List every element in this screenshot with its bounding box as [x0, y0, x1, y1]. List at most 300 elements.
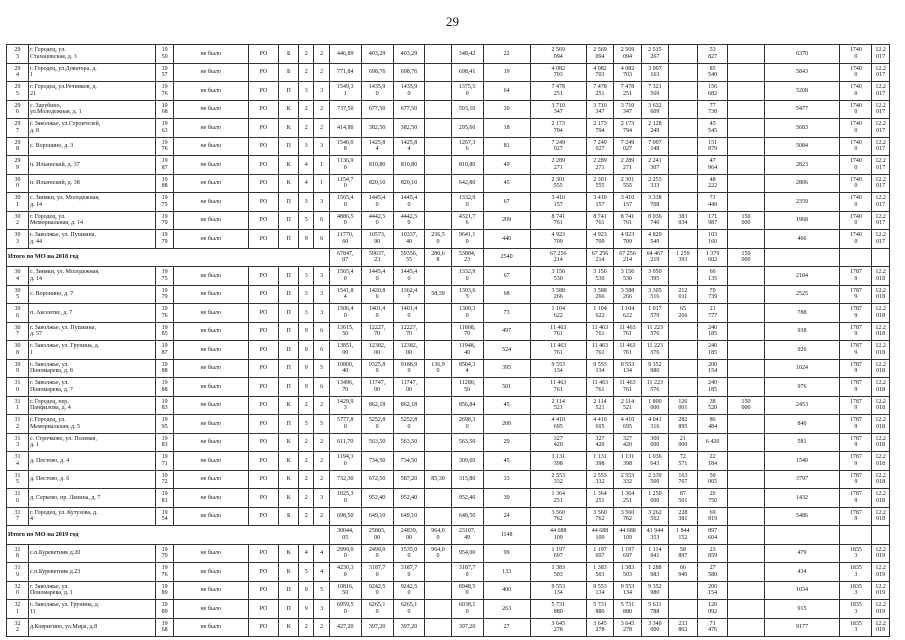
table-cell: 315,80: [451, 470, 483, 489]
table-cell: [728, 470, 764, 489]
table-cell: 1565,4 0: [329, 267, 361, 286]
table-cell: 810,80: [361, 156, 393, 175]
table-cell: Б: [279, 45, 299, 64]
table-cell: 9 553 134: [586, 581, 613, 600]
table-cell: 11 463 761: [614, 378, 641, 397]
table-cell: 1740 0: [840, 193, 872, 212]
table-cell: 3: [299, 82, 314, 101]
table-cell: [669, 267, 698, 286]
table-row: [7, 544, 890, 563]
table-cell: П: [279, 378, 299, 397]
table-cell: [425, 341, 451, 360]
table-cell: 5252,8 0: [393, 415, 425, 434]
table-cell: 1 017 579: [641, 304, 668, 323]
table-cell: 4 410 695: [530, 415, 586, 434]
table-cell: РО: [248, 507, 279, 526]
table-cell: К: [279, 100, 299, 119]
table-cell: 11 463 761: [614, 341, 641, 360]
table-cell: не было: [173, 211, 248, 230]
table-total-row: [7, 526, 890, 545]
table-cell: К: [279, 433, 299, 452]
table-cell: 11948, 40: [451, 341, 483, 360]
table-cell: 1740 0: [840, 63, 872, 82]
table-cell: 648,50: [451, 507, 483, 526]
table-cell: 3 050 395: [641, 267, 668, 286]
table-cell: 1787 9: [840, 507, 872, 526]
table-row: [7, 322, 890, 341]
table-cell: не было: [173, 174, 248, 193]
table-cell: 593,10: [451, 100, 483, 119]
table-cell: РО: [248, 359, 279, 378]
table-cell: 11 463 761: [530, 378, 586, 397]
table-cell: не было: [173, 378, 248, 397]
table-cell: 8 741 761: [586, 211, 613, 230]
table-cell: 59356, 55: [393, 248, 425, 267]
table-cell: 2499,0 0: [361, 544, 393, 563]
table-cell: 12.2 017: [872, 193, 890, 212]
table-cell: 1740 0: [840, 137, 872, 156]
table-cell: 12.2 019: [872, 544, 890, 563]
table-cell: 3: [314, 137, 329, 156]
table-cell: 19 88: [156, 359, 174, 378]
table-cell: [728, 174, 764, 193]
table-cell: РО: [248, 322, 279, 341]
table-cell: 12.2 019: [872, 563, 890, 582]
table-cell: 8 036 740: [641, 211, 668, 230]
table-cell: г. Заволжье, ул. Пономарева, д. 8: [28, 359, 155, 378]
table-cell: 240 185: [697, 378, 728, 397]
table-cell: К: [279, 618, 299, 637]
table-cell: 44 688 109: [614, 526, 641, 545]
table-cell: [728, 526, 764, 545]
table-cell: 1 364 251: [530, 489, 586, 508]
table-cell: 12.2 017: [872, 119, 890, 138]
table-cell: [425, 452, 451, 471]
table-cell: РО: [248, 174, 279, 193]
table-cell: [728, 341, 764, 360]
table-cell: 2: [299, 507, 314, 526]
table-cell: [669, 119, 698, 138]
table-cell: 2: [314, 100, 329, 119]
table-cell: 3 410 157: [586, 193, 613, 212]
table-cell: 1420,8 6: [361, 285, 393, 304]
table-cell: 1835 3: [840, 544, 872, 563]
table-cell: 4 410 695: [586, 415, 613, 434]
table-cell: 200 154: [697, 359, 728, 378]
table-cell: 1 383 503: [530, 563, 586, 582]
table-cell: 4 041 316: [641, 415, 668, 434]
table-cell: 1787 9: [840, 452, 872, 471]
table-cell: 73: [483, 304, 530, 323]
table-cell: 1740 0: [840, 45, 872, 64]
table-cell: 348,42: [451, 45, 483, 64]
table-cell: 29 9: [7, 156, 29, 175]
table-cell: 2: [314, 507, 329, 526]
register-table: [6, 44, 890, 637]
table-cell: 7 249 027: [614, 137, 641, 156]
table-cell: 12.2 018: [872, 359, 890, 378]
table-cell: г. Заволжье, ул. Грунина, д. 1: [28, 341, 155, 360]
table-cell: 19 71: [156, 452, 174, 471]
table-cell: 1 131 398: [586, 452, 613, 471]
table-cell: 1 259 393: [669, 248, 698, 267]
table-cell: 3: [314, 285, 329, 304]
table-cell: 2540: [483, 248, 530, 267]
table-cell: 1787 9: [840, 304, 872, 323]
table-cell: [728, 82, 764, 101]
table-cell: 133: [483, 563, 530, 582]
table-cell: г. Заволжье, ул. Пономарева, д. 1: [28, 581, 155, 600]
table-cell: 2 569 094: [586, 45, 613, 64]
table-cell: 6370: [764, 45, 840, 64]
table-cell: 50 065: [697, 470, 728, 489]
table-cell: 300 000: [641, 433, 668, 452]
table-cell: 45: [483, 396, 530, 415]
table-cell: 2 339 500: [641, 470, 668, 489]
table-cell: 1435,9 0: [361, 82, 393, 101]
table-cell: 10816, 50: [329, 581, 361, 600]
table-cell: 9 553 134: [530, 581, 586, 600]
table-cell: 5: [299, 211, 314, 230]
table-cell: 5: [314, 415, 329, 434]
table-cell: 1025,3 0: [329, 489, 361, 508]
table-row: [7, 359, 890, 378]
table-cell: 1740 0: [840, 100, 872, 119]
table-cell: 6038,1 0: [451, 600, 483, 619]
table-cell: 3: [314, 600, 329, 619]
table-cell: 1546,0 8: [329, 137, 361, 156]
table-cell: [728, 267, 764, 286]
table-cell: [728, 563, 764, 582]
table-cell: 31 0: [7, 378, 29, 397]
table-cell: 964,0 0: [425, 544, 451, 563]
table-cell: 12382, 00: [393, 341, 425, 360]
table-cell: 67847, 07: [329, 248, 361, 267]
table-cell: 64 467 219: [641, 248, 668, 267]
table-cell: 31 8: [7, 544, 29, 563]
table-cell: П: [279, 322, 299, 341]
table-cell: РО: [248, 618, 279, 637]
table-cell: 295,60: [451, 119, 483, 138]
table-cell: 19 79: [156, 230, 174, 249]
table-cell: 29 5: [7, 82, 29, 101]
table-cell: 4442,5 0: [393, 211, 425, 230]
table-row: [7, 63, 890, 82]
table-cell: 77 738: [697, 100, 728, 119]
table-cell: 309,60: [451, 452, 483, 471]
table-cell: 30 6: [7, 304, 29, 323]
table-cell: 13615, 50: [329, 322, 361, 341]
table-cell: 120 092: [697, 600, 728, 619]
table-cell: 12.2 018: [872, 470, 890, 489]
table-cell: 2: [314, 119, 329, 138]
table-cell: П: [279, 415, 299, 434]
table-cell: 3 588 266: [586, 285, 613, 304]
table-cell: 4 923 709: [586, 230, 613, 249]
table-cell: 4 082 703: [614, 63, 641, 82]
table-cell: [872, 526, 890, 545]
table-cell: 1787 9: [840, 489, 872, 508]
table-cell: 2: [314, 470, 329, 489]
table-cell: 1034: [764, 581, 840, 600]
table-cell: не было: [173, 322, 248, 341]
table-cell: 1 844 152: [669, 526, 698, 545]
table-cell: 126 001: [669, 396, 698, 415]
table-cell: 8 741 761: [614, 211, 641, 230]
table-cell: 2 569 094: [614, 45, 641, 64]
table-cell: 70 739: [697, 285, 728, 304]
table-cell: г. Городец, пер. Панфилова, д. 4: [28, 396, 155, 415]
table-cell: 29 6: [7, 100, 29, 119]
table-cell: 12.2 019: [872, 581, 890, 600]
table-cell: 85 540: [697, 63, 728, 82]
table-cell: [728, 100, 764, 119]
table-cell: 3 156 530: [614, 267, 641, 286]
table-cell: 1148: [483, 526, 530, 545]
table-cell: г. Городец, ул.Речников, д. 21: [28, 82, 155, 101]
table-cell: 1740 0: [840, 156, 872, 175]
table-cell: не было: [173, 433, 248, 452]
table-cell: 1 104 622: [614, 304, 641, 323]
table-cell: 563,50: [393, 433, 425, 452]
table-cell: 400: [483, 581, 530, 600]
table-cell: 2 515 267: [641, 45, 668, 64]
table-cell: не было: [173, 618, 248, 637]
table-row: [7, 341, 890, 360]
table-cell: 9177: [764, 618, 840, 637]
table-cell: [728, 359, 764, 378]
table-cell: 9: [299, 600, 314, 619]
table-cell: 6: [314, 378, 329, 397]
table-cell: 6265,1 0: [393, 600, 425, 619]
table-cell: 45: [483, 174, 530, 193]
table-cell: 1 288 983: [641, 563, 668, 582]
table-cell: не было: [173, 600, 248, 619]
table-cell: РО: [248, 193, 279, 212]
table-cell: [425, 119, 451, 138]
table-cell: 2 301 555: [530, 174, 586, 193]
table-row: [7, 396, 890, 415]
table-cell: 11 463 761: [586, 322, 613, 341]
table-cell: 9242,5 0: [393, 581, 425, 600]
table-cell: п. Ильинский, д. 37: [28, 156, 155, 175]
table-cell: 136,9 0: [425, 359, 451, 378]
table-cell: [669, 193, 698, 212]
table-cell: 12382, 00: [361, 341, 393, 360]
table-cell: 3: [314, 267, 329, 286]
table-cell: 677,50: [361, 100, 393, 119]
table-row: [7, 581, 890, 600]
table-cell: 12.2 018: [872, 507, 890, 526]
table-cell: 31 3: [7, 433, 29, 452]
table-cell: не было: [173, 285, 248, 304]
table-cell: п. Аксентис, д. 7: [28, 304, 155, 323]
table-cell: 9: [299, 341, 314, 360]
table-cell: 6959,5 0: [329, 600, 361, 619]
table-row: [7, 45, 890, 64]
table-cell: 6265,1 0: [361, 600, 393, 619]
table-cell: [669, 230, 698, 249]
table-cell: 1432: [764, 489, 840, 508]
table-cell: 4: [314, 544, 329, 563]
table-cell: 13851, 00: [329, 341, 361, 360]
table-cell: 67 256 214: [530, 248, 586, 267]
table-cell: г. Заволжье, ул. Пушкина, д. 57: [28, 322, 155, 341]
table-cell: 30: [483, 100, 530, 119]
table-cell: 19: [483, 63, 530, 82]
table-cell: 1 800 000: [641, 396, 668, 415]
table-cell: 1 104 622: [586, 304, 613, 323]
table-cell: 915: [764, 600, 840, 619]
table-cell: 810,80: [451, 156, 483, 175]
table-cell: 840: [764, 415, 840, 434]
table-cell: [669, 100, 698, 119]
table-cell: 19 75: [156, 267, 174, 286]
table-cell: РО: [248, 156, 279, 175]
table-cell: с. Зиняки, ул. Молодежная, д. 14: [28, 193, 155, 212]
table-cell: 156 682: [697, 82, 728, 101]
table-cell: [669, 82, 698, 101]
table-cell: 12.2 019: [872, 618, 890, 637]
table-cell: 29 3: [7, 45, 29, 64]
table-cell: 9: [299, 581, 314, 600]
table-cell: 19 88: [156, 174, 174, 193]
table-cell: 8948,5 0: [451, 581, 483, 600]
table-cell: К: [279, 156, 299, 175]
table-cell: [840, 248, 872, 267]
table-cell: 2: [299, 119, 314, 138]
table-cell: 952,40: [361, 489, 393, 508]
table-cell: 3 305 516: [641, 285, 668, 304]
table-cell: П: [279, 193, 299, 212]
table-cell: 99: [483, 544, 530, 563]
table-cell: 1375,5 0: [451, 82, 483, 101]
table-cell: [425, 304, 451, 323]
table-cell: 1429,9 3: [329, 396, 361, 415]
table-cell: 9: [299, 378, 314, 397]
table-cell: г. Заволжье, ул.Строителей, д. 8: [28, 119, 155, 138]
table-cell: 58 897: [669, 544, 698, 563]
table-cell: 26 750: [697, 489, 728, 508]
table-cell: РО: [248, 211, 279, 230]
table-cell: 820,10: [393, 174, 425, 193]
table-cell: 1565,4 0: [329, 193, 361, 212]
table-cell: 11 223 576: [641, 322, 668, 341]
table-cell: 12.2 018: [872, 433, 890, 452]
table-cell: 3 588 266: [530, 285, 586, 304]
table-cell: П: [279, 581, 299, 600]
table-cell: 1787 9: [840, 378, 872, 397]
table-cell: 53884, 23: [451, 248, 483, 267]
table-body: [7, 45, 890, 637]
table-cell: не было: [173, 452, 248, 471]
table-cell: 31 7: [7, 507, 29, 526]
table-cell: 1740 0: [840, 211, 872, 230]
table-cell: К: [279, 119, 299, 138]
table-cell: 150 000: [728, 396, 764, 415]
table-cell: 72 571: [669, 452, 698, 471]
table-cell: 71 476: [697, 618, 728, 637]
table-cell: 1303,6 5: [451, 285, 483, 304]
table-cell: П: [279, 341, 299, 360]
table-cell: 403,29: [393, 45, 425, 64]
table-cell: 1740 0: [840, 230, 872, 249]
table-cell: 7 321 569: [641, 82, 668, 101]
table-cell: [425, 618, 451, 637]
table-cell: 6: [314, 230, 329, 249]
table-cell: РО: [248, 341, 279, 360]
table-cell: 479: [764, 544, 840, 563]
table-cell: 7 249 027: [530, 137, 586, 156]
table-cell: с.п.Буреветник д.23: [28, 563, 155, 582]
table-cell: 12.2 017: [872, 100, 890, 119]
table-cell: РО: [248, 563, 279, 582]
table-cell: 19 79: [156, 285, 174, 304]
table-cell: 6: [314, 322, 329, 341]
table-cell: 1787 9: [840, 396, 872, 415]
table-cell: 30 8: [7, 341, 29, 360]
table-cell: [728, 378, 764, 397]
table-cell: 65 266: [669, 304, 698, 323]
table-cell: 12.2 017: [872, 174, 890, 193]
table-cell: 4: [314, 563, 329, 582]
table-cell: 397,20: [451, 618, 483, 637]
table-cell: 19 79: [156, 211, 174, 230]
table-cell: 11747, 00: [361, 378, 393, 397]
table-cell: 1835 3: [840, 581, 872, 600]
table-cell: 2: [314, 45, 329, 64]
table-cell: 2: [314, 433, 329, 452]
table-row: [7, 563, 890, 582]
table-cell: д. Пестово, д. 4: [28, 452, 155, 471]
table-cell: П: [279, 230, 299, 249]
table-cell: РО: [248, 489, 279, 508]
table-cell: [669, 378, 698, 397]
table-cell: 9: [299, 230, 314, 249]
table-cell: 5208: [764, 82, 840, 101]
table-cell: 9: [299, 359, 314, 378]
table-cell: [764, 526, 840, 545]
table-cell: 1787 9: [840, 322, 872, 341]
table-cell: Б: [279, 507, 299, 526]
table-cell: 4 923 709: [614, 230, 641, 249]
table-cell: 3 156 530: [586, 267, 613, 286]
table-cell: 7 478 251: [614, 82, 641, 101]
table-cell: 382,50: [361, 119, 393, 138]
table-cell: 2 173 794: [614, 119, 641, 138]
table-cell: 327 420: [586, 433, 613, 452]
table-cell: 1787 9: [840, 341, 872, 360]
table-cell: 5: [299, 563, 314, 582]
table-cell: 3 645 278: [586, 618, 613, 637]
table-cell: 38 520: [697, 396, 728, 415]
table-cell: 19 89: [156, 581, 174, 600]
table-cell: 3 645 278: [614, 618, 641, 637]
table-cell: с. Зиняки, ул. Молодежная, д. 14: [28, 267, 155, 286]
table-cell: 4 082 703: [530, 63, 586, 82]
table-cell: 3797: [764, 470, 840, 489]
table-cell: [425, 267, 451, 286]
table-cell: 4: [299, 156, 314, 175]
table-cell: 3: [314, 489, 329, 508]
table-cell: 19 83: [156, 396, 174, 415]
table-cell: 1540: [764, 452, 840, 471]
table-cell: 734,50: [361, 452, 393, 471]
table-cell: 67 256 214: [614, 248, 641, 267]
table-cell: 4 923 709: [530, 230, 586, 249]
table-cell: не было: [173, 341, 248, 360]
table-cell: 9 352 980: [641, 359, 668, 378]
